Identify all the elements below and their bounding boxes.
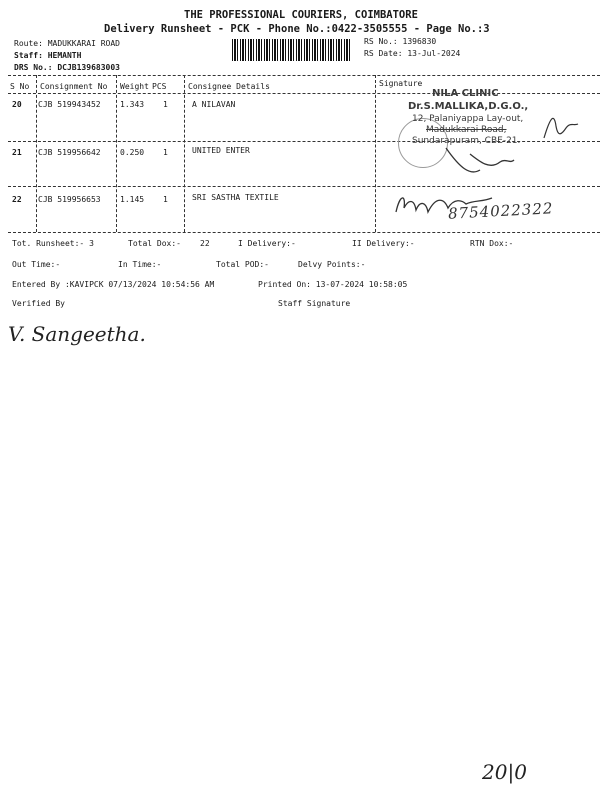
stamp-clinic-name: NILA CLINIC [432,88,499,99]
table-row-pcs: 1 [163,100,168,109]
second-delivery: II Delivery:- [352,239,415,248]
page-mark: 20|0 [482,760,527,784]
row-rule [8,186,600,187]
table-row-sno: 22 [12,195,22,204]
drs-number: DRS No.: DCJB139683003 [14,63,120,72]
table-row-weight: 1.145 [120,195,145,204]
table-row-sno: 21 [12,148,22,157]
total-dox-value: 22 [200,239,210,248]
table-top-rule [8,75,600,76]
table-row-pcs: 1 [163,148,168,157]
header-sno: S No [10,82,30,91]
handwritten-phone: 8754022322 [447,199,554,223]
total-runsheet: Tot. Runsheet:- 3 [12,239,94,248]
printed-on: Printed On: 13-07-2024 10:58:05 [258,280,408,289]
delivery-points: Delvy Points:- [298,260,366,269]
first-delivery: I Delivery:- [238,239,296,248]
table-bottom-rule [8,232,600,233]
stamp-address-line: Madukkarai Road, [426,125,507,135]
table-row-sno: 20 [12,100,22,109]
column-divider [116,75,117,232]
out-time: Out Time:- [12,260,61,269]
signature-scribble [540,108,580,148]
stamp-doctor-name: Dr.S.MALLIKA,D.G.O., [408,101,529,112]
stamp-address-line: 12, Palaniyappa Lay-out, [412,114,524,124]
header-consignee: Consignee Details [188,82,270,91]
entered-by: Entered By :KAVIPCK 07/13/2024 10:54:56 AM [12,280,215,289]
stamp-address-line: Sundarapuram, CBE-21. [412,136,521,146]
header-weight: Weight [120,82,149,91]
table-row-weight: 1.343 [120,100,145,109]
verified-by-label: Verified By [12,299,65,308]
runsheet-title: Delivery Runsheet - PCK - Phone No.:0422-3505555 - Page No.:3 [104,23,490,35]
table-row-weight: 0.250 [120,148,145,157]
rs-date: RS Date: 13-Jul-2024 [364,49,461,58]
total-dox-label: Total Dox:- [128,239,181,248]
total-pod: Total POD:- [216,260,269,269]
route-label: Route: MADUKKARAI ROAD [14,39,120,48]
table-row-consignee: SRI SASTHA TEXTILE [192,193,279,202]
table-row-consignee: UNITED ENTER [192,146,250,155]
header-bottom-rule [8,93,600,94]
table-row-consignment: CJB 519956653 [38,195,101,204]
column-divider [184,75,185,232]
header-consignment: Consignment No [40,82,108,91]
header-pcs: PCS [152,82,167,91]
rtn-dox: RTN Dox:- [470,239,514,248]
verifier-signature: V. Sangeetha. [8,322,146,346]
signature-scribble [440,140,520,182]
in-time: In Time:- [118,260,162,269]
barcode [232,39,352,61]
staff-signature-label: Staff Signature [278,299,351,308]
table-row-pcs: 1 [163,195,168,204]
header-signature: Signature [379,79,423,88]
table-row-consignee: A NILAVAN [192,100,236,109]
staff-label: Staff: HEMANTH [14,51,82,60]
rs-number: RS No.: 1396830 [364,37,437,46]
table-row-consignment: CJB 519943452 [38,100,101,109]
column-divider [36,75,37,232]
company-title: THE PROFESSIONAL COURIERS, COIMBATORE [184,9,418,21]
column-divider [375,75,376,232]
table-row-consignment: CJB 519956642 [38,148,101,157]
